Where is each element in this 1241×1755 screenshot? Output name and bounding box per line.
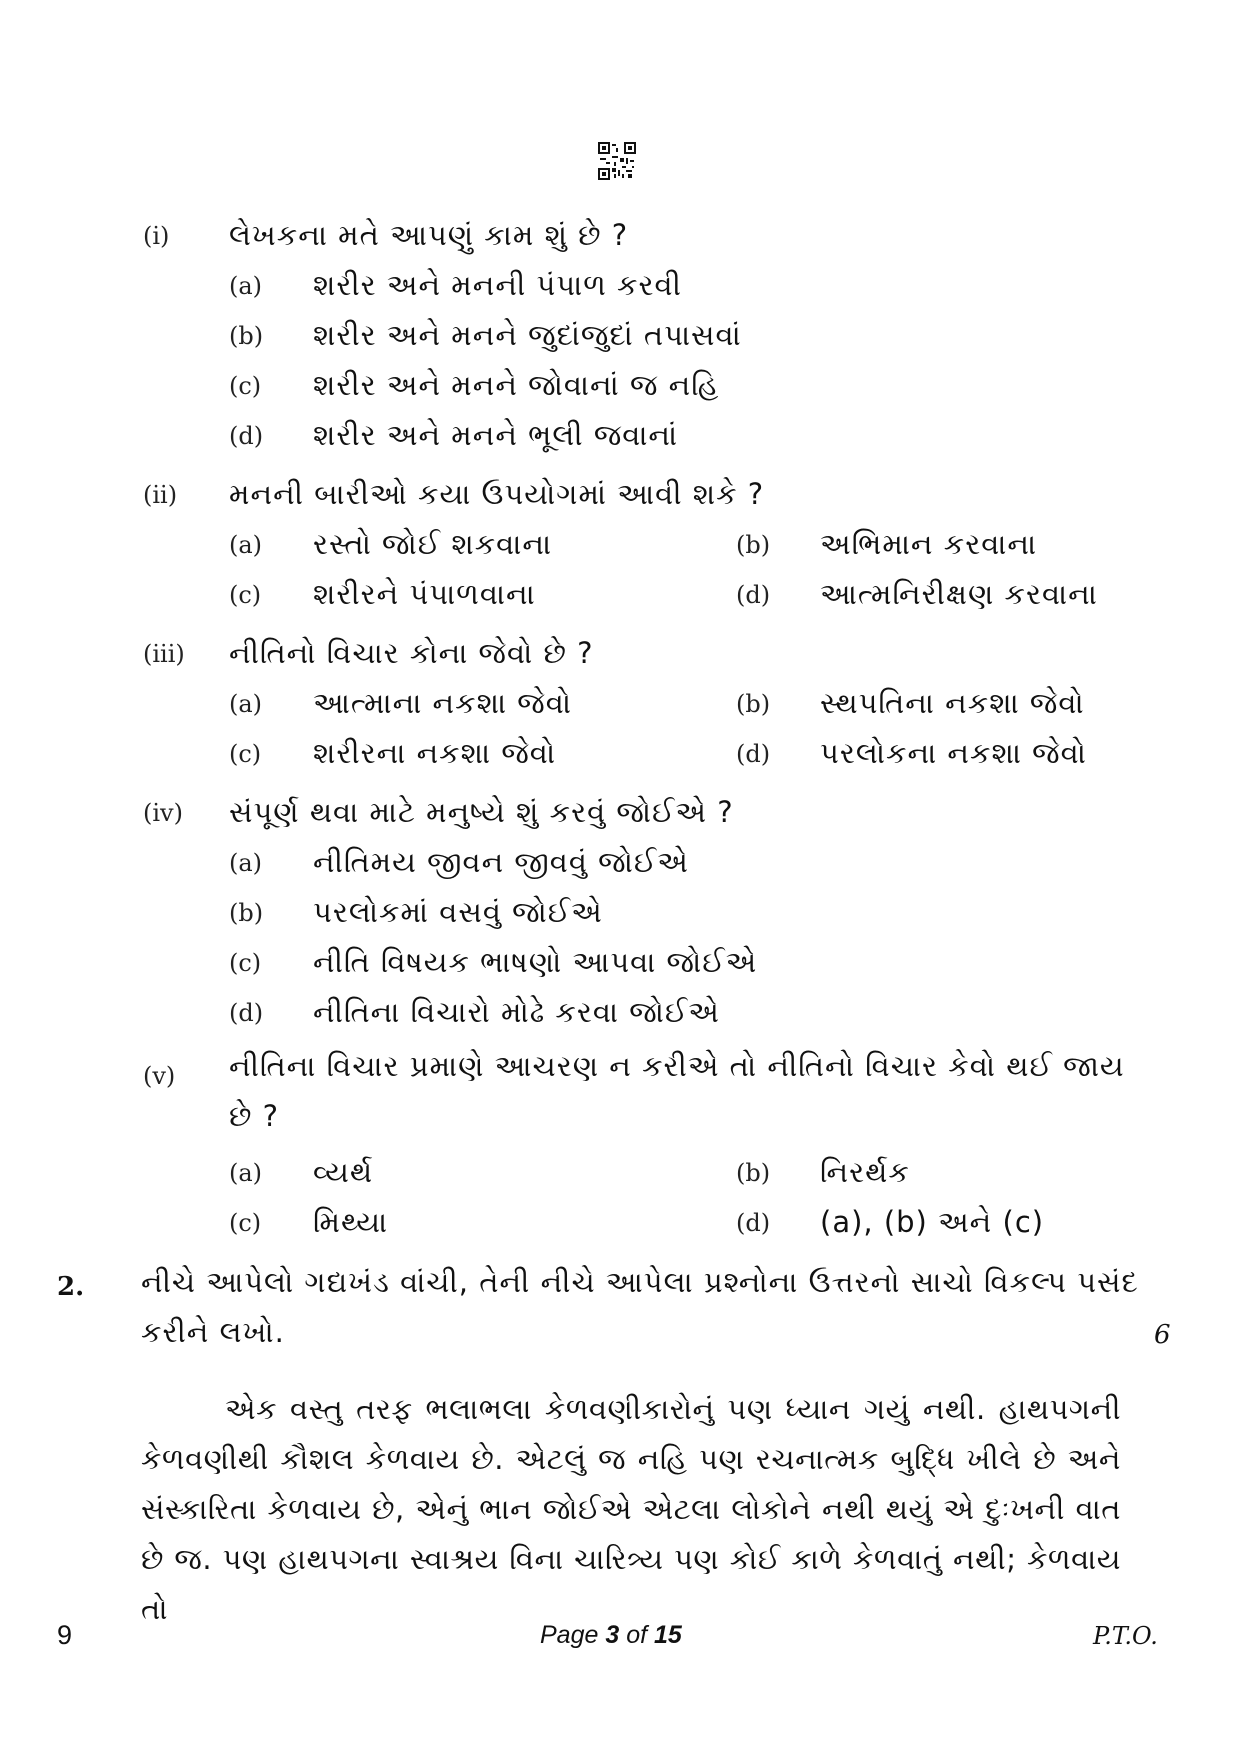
- option-text: રસ્તો જોઈ શકવાના: [313, 527, 553, 561]
- option-label: (d): [229, 422, 264, 450]
- page-prefix: Page: [540, 1621, 606, 1649]
- option-text: અભિમાન કરવાના: [820, 527, 1038, 561]
- option-label: (a): [229, 690, 263, 718]
- option-label: (b): [736, 531, 771, 559]
- question-instruction-line2: કરીને લખો.: [141, 1315, 285, 1349]
- option-text: શરીરને પંપાળવાના: [313, 577, 536, 611]
- option-label: (d): [736, 740, 771, 768]
- option-text: શરીરના નકશા જેવો: [313, 736, 557, 770]
- option-text: આત્મનિરીક્ષણ કરવાના: [820, 577, 1098, 611]
- option-text: શરીર અને મનને જુદાંજુદાં તપાસવાં: [313, 318, 742, 352]
- option-label: (d): [229, 999, 264, 1027]
- option-text: શરીર અને મનને ભૂલી જવાનાં: [313, 418, 679, 452]
- option-text: (a), (b) અને (c): [820, 1205, 1045, 1239]
- question-instruction-line1: નીચે આપેલો ગદ્યખંડ વાંચી, તેની નીચે આપેલા પ્રશ્નોના ઉત્તરનો સાચો વિકલ્પ પસંદ: [141, 1265, 1139, 1299]
- question-number: (iv): [143, 799, 183, 827]
- option-text: નીતિના વિચારો મોઢે કરવા જોઈએ: [313, 995, 720, 1029]
- question-number: 2.: [57, 1272, 85, 1302]
- question-number: (ii): [143, 481, 178, 509]
- option-label: (d): [736, 581, 771, 609]
- question-number: (v): [143, 1062, 176, 1090]
- option-label: (a): [229, 1159, 263, 1187]
- question-text: લેખકના મતે આપણું કામ શું છે ?: [229, 218, 629, 252]
- option-label: (b): [229, 899, 264, 927]
- page-of: of: [619, 1621, 654, 1649]
- question-number: (i): [143, 222, 170, 250]
- option-text: નીતિમય જીવન જીવવું જોઈએ: [313, 845, 689, 879]
- option-text: પરલોકના નકશા જેવો: [820, 736, 1087, 770]
- option-label: (c): [229, 372, 262, 400]
- page-indicator: [540, 1621, 682, 1650]
- question-text-line1: નીતિના વિચાર પ્રમાણે આચરણ ન કરીએ તો નીતિનો વિચાર કેવો થઈ જાય: [229, 1049, 1125, 1083]
- option-text: મિથ્યા: [313, 1205, 389, 1239]
- option-label: (a): [229, 531, 263, 559]
- option-label: (c): [229, 740, 262, 768]
- option-text: શરીર અને મનને જોવાનાં જ નહિ: [313, 368, 720, 402]
- option-text: નિરર્થક: [820, 1155, 910, 1189]
- option-text: પરલોકમાં વસવું જોઈએ: [313, 895, 603, 929]
- option-label: (b): [736, 690, 771, 718]
- option-text: વ્યર્થ: [313, 1155, 374, 1189]
- page-number: 3: [605, 1621, 620, 1649]
- passage: એક વસ્તુ તરફ ભલાભલા કેળવણીકારોનું પણ ધ્યાન ગયું નથી. હાથપગની કેળવણીથી કૌશલ કેળવાય છે. એટલું જ નહિ પણ રચનાત્મક બુદ્ધિ ખીલે છે અને સંસ્કારિતા કેળવાય છે, એનું ભાન જોઈએ એટલા લોકોને નથી થયું એ દુઃખની વાત છે જ. પણ હાથપગના સ્વાશ્રય વિના ચારિત્ર્ય પણ કોઈ કાળે કેળવાતું નથી; કેળવાય તો: [141, 1392, 1121, 1626]
- pto-label: P.T.O.: [1093, 1622, 1158, 1650]
- option-text: નીતિ વિષયક ભાષણો આપવા જોઈએ: [313, 945, 758, 979]
- option-label: (c): [229, 581, 262, 609]
- marks: 6: [1154, 1320, 1171, 1350]
- question-text: સંપૂર્ણ થવા માટે મનુષ્યે શું કરવું જોઈએ ?: [229, 795, 734, 829]
- qr-code-icon: [598, 142, 636, 180]
- option-label: (a): [229, 849, 263, 877]
- page-code: 9: [57, 1620, 73, 1650]
- question-text-line2: છે ?: [229, 1099, 280, 1133]
- option-text: આત્માના નકશા જેવો: [313, 686, 573, 720]
- question-text: નીતિનો વિચાર કોના જેવો છે ?: [229, 636, 594, 670]
- option-label: (b): [229, 322, 264, 350]
- option-text: સ્થપતિના નકશા જેવો: [820, 686, 1085, 720]
- question-text: મનની બારીઓ કયા ઉપયોગમાં આવી શકે ?: [229, 477, 765, 511]
- question-number: (iii): [143, 640, 185, 668]
- option-text: શરીર અને મનની પંપાળ કરવી: [313, 268, 682, 302]
- option-label: (b): [736, 1159, 771, 1187]
- option-label: (d): [736, 1209, 771, 1237]
- page-total: 15: [654, 1621, 682, 1649]
- option-label: (c): [229, 949, 262, 977]
- option-label: (c): [229, 1209, 262, 1237]
- option-label: (a): [229, 272, 263, 300]
